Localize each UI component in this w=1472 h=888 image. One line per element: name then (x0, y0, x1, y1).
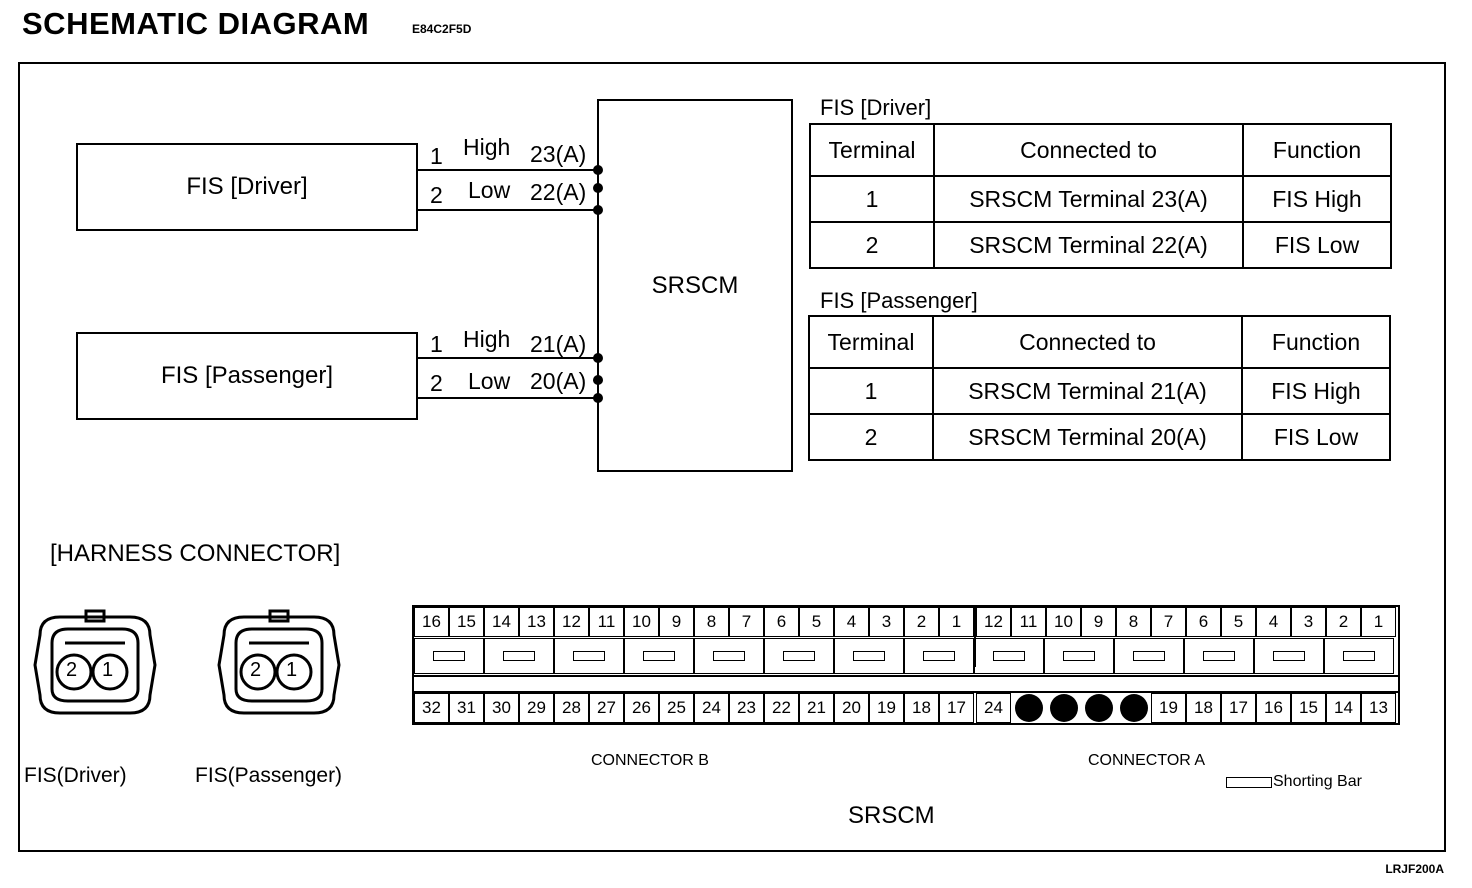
fis-pin: 2 (250, 659, 262, 681)
shorting-bar-cell (1184, 638, 1254, 674)
wire-pin: 1 (430, 331, 443, 357)
pin-label: 10 (1046, 607, 1081, 637)
shorting-bar-cell (1044, 638, 1114, 674)
wire-terminal: 22(A) (530, 179, 587, 205)
header-cell: Terminal (809, 316, 933, 368)
table-cell: 2 (809, 414, 933, 460)
pin-label: 10 (624, 607, 659, 637)
wire-pin: 2 (430, 182, 443, 208)
table-cell: SRSCM Terminal 21(A) (933, 368, 1242, 414)
pin-label: 24 (976, 693, 1011, 723)
pin-label: 15 (1291, 693, 1326, 723)
pin-label: 13 (519, 607, 554, 637)
wire-pin: 2 (430, 370, 443, 396)
pin-label: 2 (904, 607, 939, 637)
connector-b-label: CONNECTOR B (591, 752, 709, 769)
wire-signal: High (463, 134, 511, 160)
table-cell: SRSCM Terminal 22(A) (934, 222, 1243, 268)
table-cell: SRSCM Terminal 23(A) (934, 176, 1243, 222)
driver-table-title: FIS [Driver] (820, 95, 932, 120)
pin-label: 6 (1186, 607, 1221, 637)
header-cell: Terminal (810, 124, 934, 176)
pin-label: 14 (484, 607, 519, 637)
pin-label: 29 (519, 693, 554, 723)
wire-signal: Low (468, 368, 511, 394)
shorting-bar-cell (764, 638, 834, 674)
shorting-bar-cell (1254, 638, 1324, 674)
pin-label: 12 (976, 607, 1011, 637)
pin-label: 16 (414, 607, 449, 637)
wire-signal: Low (468, 177, 511, 203)
wire-terminal: 23(A) (530, 141, 587, 167)
shorting-bar-cell (1324, 638, 1394, 674)
pin-label: 13 (1361, 693, 1396, 723)
connector-band (412, 675, 1400, 693)
fis-passenger-connector-icon (204, 605, 354, 725)
header-cell: Function (1242, 316, 1390, 368)
pin-label: 5 (1221, 607, 1256, 637)
pin-label: 25 (659, 693, 694, 723)
pin-label: 28 (554, 693, 589, 723)
pin-label: 7 (729, 607, 764, 637)
pin-label: 9 (1081, 607, 1116, 637)
pin-label: 18 (904, 693, 939, 723)
fis-driver-connector-icon (20, 605, 170, 725)
pin-label: 12 (554, 607, 589, 637)
table-cell: FIS Low (1242, 414, 1390, 460)
pin-label: 18 (1186, 693, 1221, 723)
pin-label: 21 (799, 693, 834, 723)
pin-label: 19 (869, 693, 904, 723)
shorting-bar-cell (554, 638, 624, 674)
pin-label: 8 (1116, 607, 1151, 637)
pin-label: 3 (869, 607, 904, 637)
pin-label: 11 (589, 607, 624, 637)
pin-label: 17 (939, 693, 974, 723)
pin-label: 7 (1151, 607, 1186, 637)
pin-label: 26 (624, 693, 659, 723)
pin-label: 8 (694, 607, 729, 637)
shorting-bar-cell (1114, 638, 1184, 674)
pin-label: 27 (589, 693, 624, 723)
srscm-label: SRSCM (848, 802, 935, 829)
pin-label: 24 (694, 693, 729, 723)
fis-pin: 2 (66, 659, 78, 681)
pin-label: 11 (1011, 607, 1046, 637)
pin-label: 9 (659, 607, 694, 637)
page-title: SCHEMATIC DIAGRAM (22, 6, 370, 41)
pin-label: 1 (939, 607, 974, 637)
pin-label: 6 (764, 607, 799, 637)
header-cell: Connected to (933, 316, 1242, 368)
pin-label: 20 (834, 693, 869, 723)
header-cell: Connected to (934, 124, 1243, 176)
wire-terminal: 20(A) (530, 368, 587, 394)
shorting-bar-cell (834, 638, 904, 674)
pin-label: 3 (1291, 607, 1326, 637)
pin-label: 31 (449, 693, 484, 723)
shorting-bar-cell (484, 638, 554, 674)
pin-label: 14 (1326, 693, 1361, 723)
shorting-bar-legend-icon (1226, 777, 1272, 788)
table-cell: FIS High (1243, 176, 1391, 222)
shorting-bar-cell (624, 638, 694, 674)
table-cell: 1 (810, 176, 934, 222)
fis-pin: 1 (286, 659, 298, 681)
pin-label: 32 (414, 693, 449, 723)
fis-passenger-box: FIS [Passenger] (76, 332, 418, 420)
srscm-box: SRSCM (597, 99, 793, 472)
header-cell: Function (1243, 124, 1391, 176)
shorting-bar-cell (974, 638, 1044, 674)
pin-label: 5 (799, 607, 834, 637)
shorting-bar-label: Shorting Bar (1273, 773, 1362, 790)
pin-label: 30 (484, 693, 519, 723)
pin-label: 23 (729, 693, 764, 723)
pin-label: 19 (1151, 693, 1186, 723)
wire-signal: High (463, 326, 511, 352)
table-cell: SRSCM Terminal 20(A) (933, 414, 1242, 460)
shorting-bar-cell (414, 638, 484, 674)
fis-driver-box: FIS [Driver] (76, 143, 418, 231)
harness-title: [HARNESS CONNECTOR] (50, 540, 341, 567)
pin-label: 2 (1326, 607, 1361, 637)
driver-table (809, 123, 1392, 269)
shorting-bar-cell (694, 638, 764, 674)
table-cell: FIS Low (1243, 222, 1391, 268)
footer-code: LRJF200A (1385, 862, 1444, 876)
table-cell: 1 (809, 368, 933, 414)
occupied-pin-dot (1116, 693, 1151, 723)
pin-label: 15 (449, 607, 484, 637)
table-cell: 2 (810, 222, 934, 268)
fis-pin: 1 (102, 659, 114, 681)
occupied-pin-dot (1081, 693, 1116, 723)
pin-label: 1 (1361, 607, 1396, 637)
pin-label: 4 (1256, 607, 1291, 637)
occupied-pin-dot (1011, 693, 1046, 723)
pin-label: 16 (1256, 693, 1291, 723)
fis-driver-label: FIS(Driver) (24, 764, 127, 787)
pin-label: 4 (834, 607, 869, 637)
occupied-pin-dot (1046, 693, 1081, 723)
wire-terminal: 21(A) (530, 331, 587, 357)
connector-a-label: CONNECTOR A (1088, 752, 1206, 769)
shorting-bar-cell (904, 638, 974, 674)
passenger-table (808, 315, 1391, 461)
diagram-code: E84C2F5D (412, 22, 472, 36)
pin-label: 17 (1221, 693, 1256, 723)
wire-pin: 1 (430, 143, 443, 169)
fis-passenger-label: FIS(Passenger) (195, 764, 343, 787)
pin-label: 22 (764, 693, 799, 723)
table-cell: FIS High (1242, 368, 1390, 414)
passenger-table-title: FIS [Passenger] (820, 288, 978, 313)
